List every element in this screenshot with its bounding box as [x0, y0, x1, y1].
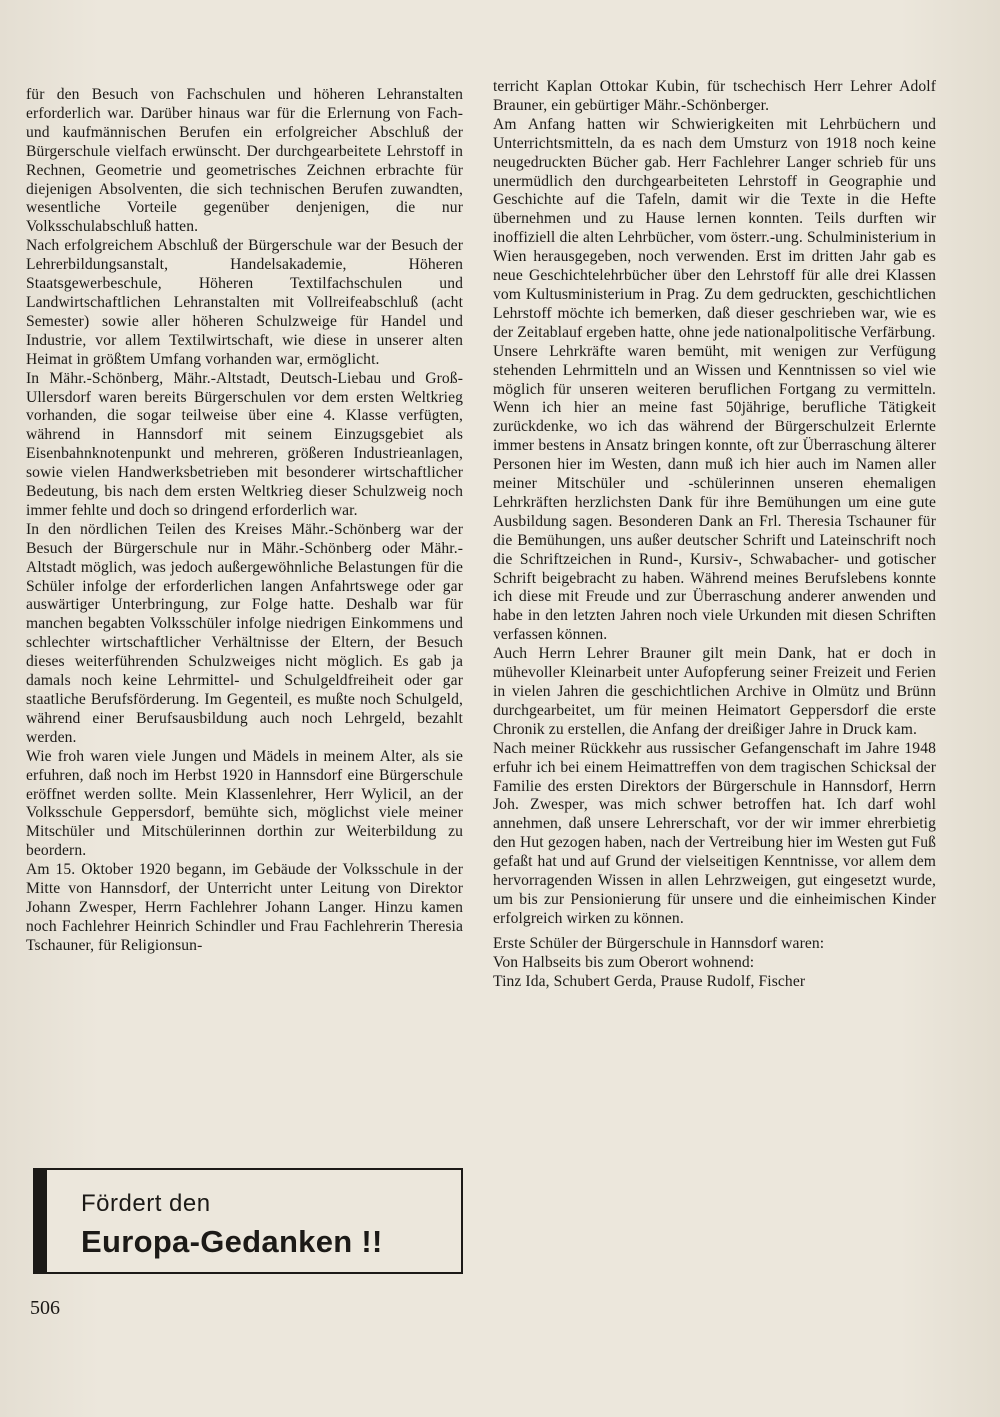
left-paragraph-3: In Mähr.-Schönberg, Mähr.-Altstadt, Deutsch-Liebau und Groß-Ullersdorf waren bereits Bürgerschulen vor dem ersten Weltkrieg vorhanden, die sogar teilweise über eine 4. Klasse verfügten, während in Hannsdorf mit seinem Einzugsgebiet als Eisenbahnknotenpunkt und mehreren, größeren Industrieanlagen, sowie vielen Handwerksbetrieben mit besonderer wirtschaftlicher Bedeutung, bis nach dem ersten Weltkrieg dieser Schulzweig noch immer fehlte und doch so dringend erforderlich war.: [26, 369, 463, 519]
right-paragraph-2: Am Anfang hatten wir Schwierigkeiten mit Lehrbüchern und Unterrichtsmitteln, da es nach dem Umsturz von 1918 noch keine neugedruckten Bücher gab. Herr Fachlehrer Langer schrieb für uns unermüdlich den durchgearbeiteten Lehrstoff in Geographie und Geschichte auf die Tafeln, damit wir die Texte in die Hefte übernehmen und zu Hause lernen konnten. Teils durften wir inoffiziell die alten Lehrbücher, vom österr.-ung. Schulministerium in Wien herausgegeben, noch verwenden. Erst im dritten Jahr gab es neue Geschichtelehrbücher über den Lehrstoff für alle drei Klassen vom Kultusministerium in Prag. Zu dem gedruckten, geschichtlichen Lehrstoff möchte ich bemerken, daß dieser geschrieben war, wie es der Zeitablauf ergeben hatte, ohne jede nationalpolitische Verfärbung.: [493, 115, 936, 341]
right-paragraph-6: Erste Schüler der Bürgerschule in Hannsdorf waren:: [493, 934, 825, 952]
left-paragraph-5: Wie froh waren viele Jungen und Mädels in meinem Alter, als sie erfuhren, daß noch im Herbst 1920 in Hannsdorf eine Bürgerschule eröffnet werden sollte. Mein Klassenlehrer, Herr Wylicil, an der Volksschule Geppersdorf, bemühte sich, möglichst viele meiner Mitschüler und Mitschülerinnen dorthin zur Weiterbildung zu beordern.: [26, 747, 463, 860]
right-paragraph-4: Auch Herrn Lehrer Brauner gilt mein Dank, hat er doch in mühevoller Kleinarbeit unter Aufopferung seiner Freizeit und Ferien in vielen Jahren die geschichtlichen Archive in Olmütz und Brünn durchgearbeitet, um für meinen Heimatort Geppersdorf die erste Chronik zu erstellen, die Anfang der dreißiger Jahre in Druck kam.: [493, 645, 936, 738]
left-paragraph-6: Am 15. Oktober 1920 begann, im Gebäude der Volksschule in der Mitte von Hannsdorf, der Unterricht unter Leitung von Direktor Johann Zwesper, Herrn Fachlehrer Johann Langer. Hinzu kamen noch Fachlehrer Heinrich Schindler und Frau Fachlehrerin Theresia Tschauner, für Religionsun-: [26, 861, 463, 954]
right-paragraph-5: Nach meiner Rückkehr aus russischer Gefangenschaft im Jahre 1948 erfuhr ich bei einem Heimattreffen von dem tragischen Schicksal der Familie des ersten Direktors der Bürgerschule in Hannsdorf, Herrn Joh. Zwesper, was mich schwer betroffen hat. Ich darf wohl annehmen, daß unsere Lehrerschaft, vor der wir immer ehrerbietig den Hut gezogen haben, nach der Vertreibung hier im Westen gut Fuß gefaßt hat und auf Grund der vielseitigen Kenntnisse, vor allem dem hervorragenden Wissen in allen Lehrzweigen, gut eingesetzt wurde, um bis zur Pensionierung für unsere und die einheimischen Kinder erfolgreich wirken zu können.: [493, 739, 936, 927]
left-text-column: [26, 78, 463, 956]
right-paragraph-7: Von Halbseits bis zum Oberort wohnend:: [493, 953, 755, 971]
left-paragraph-4: In den nördlichen Teilen des Kreises Mähr.-Schönberg war der Besuch der Bürgerschule nur in Mähr.-Schönberg oder Mähr.-Altstadt möglich, was jedoch außergewöhnliche Belastungen für die Schüler infolge der erforderlichen langen Anfahrtswege oder gar auswärtiger Unterbringung, zur Folge hatte. Deshalb war für manchen begabten Volksschüler infolge niedrigen Einkommens und schlechter wirtschaftlicher Verhältnisse der Eltern, der Besuch dieses weiterführenden Schulzweiges nicht möglich. Es gab ja damals noch keine Lehrmittel- und Schulgeldfreiheit oder gar staatliche Berufsförderung. Im Gegenteil, es mußte noch Schulgeld, während einer Berufsausbildung auch noch Lehrgeld, bezahlt werden.: [26, 520, 463, 746]
advertisement-line-1: Fördert den: [81, 1190, 211, 1217]
right-paragraph-8: Tinz Ida, Schubert Gerda, Prause Rudolf, Fischer: [493, 972, 806, 990]
advertisement-line-2: Europa-Gedanken !!: [81, 1224, 383, 1259]
right-paragraph-1: terricht Kaplan Ottokar Kubin, für tschechisch Herr Lehrer Adolf Brauner, ein gebürtiger Mähr.-Schönberger.: [493, 78, 936, 114]
left-paragraph-1: für den Besuch von Fachschulen und höheren Lehranstalten erforderlich war. Darüber hinaus war für die Erlernung von Fach- und kaufmännischen Berufen ein erfolgreicher Abschluß der Bürgerschule vielfach erwünscht. Der durchgearbeitete Lehrstoff in Rechnen, Geometrie und geometrisches Zeichnen erbrachte für diejenigen Absolventen, die sich technischen Berufen zuwandten, wesentliche Vorteile gegenüber denjenigen, die nur Volksschulabschluß hatten.: [26, 86, 463, 236]
page-number: 506: [30, 1297, 60, 1319]
europa-advertisement-box: [33, 1168, 463, 1274]
right-text-column: [493, 78, 936, 992]
left-paragraph-2: Nach erfolgreichem Abschluß der Bürgerschule war der Besuch der Lehrerbildungsanstalt, Handelsakademie, Höheren Staatsgewerbeschule, Höheren Textilfachschulen und Landwirtschaftlichen Lehranstalten mit Vollreifeabschluß (acht Semester) sowie aller höheren Schulzweige für Handel und Industrie, vor allem Textilwirtschaft, wie diese in unserer alten Heimat in größtem Umfang vorhanden war, ermöglicht.: [26, 237, 463, 368]
right-paragraph-3: Unsere Lehrkräfte waren bemüht, mit wenigen zur Verfügung stehenden Lehrmitteln und an Wissen und Kenntnissen so viel wie möglich für unseren weiteren beruflichen Fortgang zu vermitteln. Wenn ich hier an meine fast 50jährige, berufliche Tätigkeit zurückdenke, wo ich das während der Bürgerschulzeit Erlernte immer bestens in Ansatz bringen konnte, oft zur Überraschung älterer Personen hier im Westen, dann muß ich hier auch im Namen aller meiner Mitschüler und -schülerinnen unseren ehemaligen Lehrkräften herzlichsten Dank für ihre Bemühungen um eine gute Ausbildung sagen. Besonderen Dank an Frl. Theresia Tschauner für die Bemühungen, uns außer deutscher Schrift und Lateinschrift noch die Schriftzeichen in Rund-, Kursiv-, Schwabacher- und gotischer Schrift beigebracht zu haben. Während meines Berufslebens konnte ich diese mit Freude und zur Überraschung anderer anwenden und habe in den letzten Jahren noch viele Urkunden mit diesen Schriften verfassen können.: [493, 342, 936, 644]
